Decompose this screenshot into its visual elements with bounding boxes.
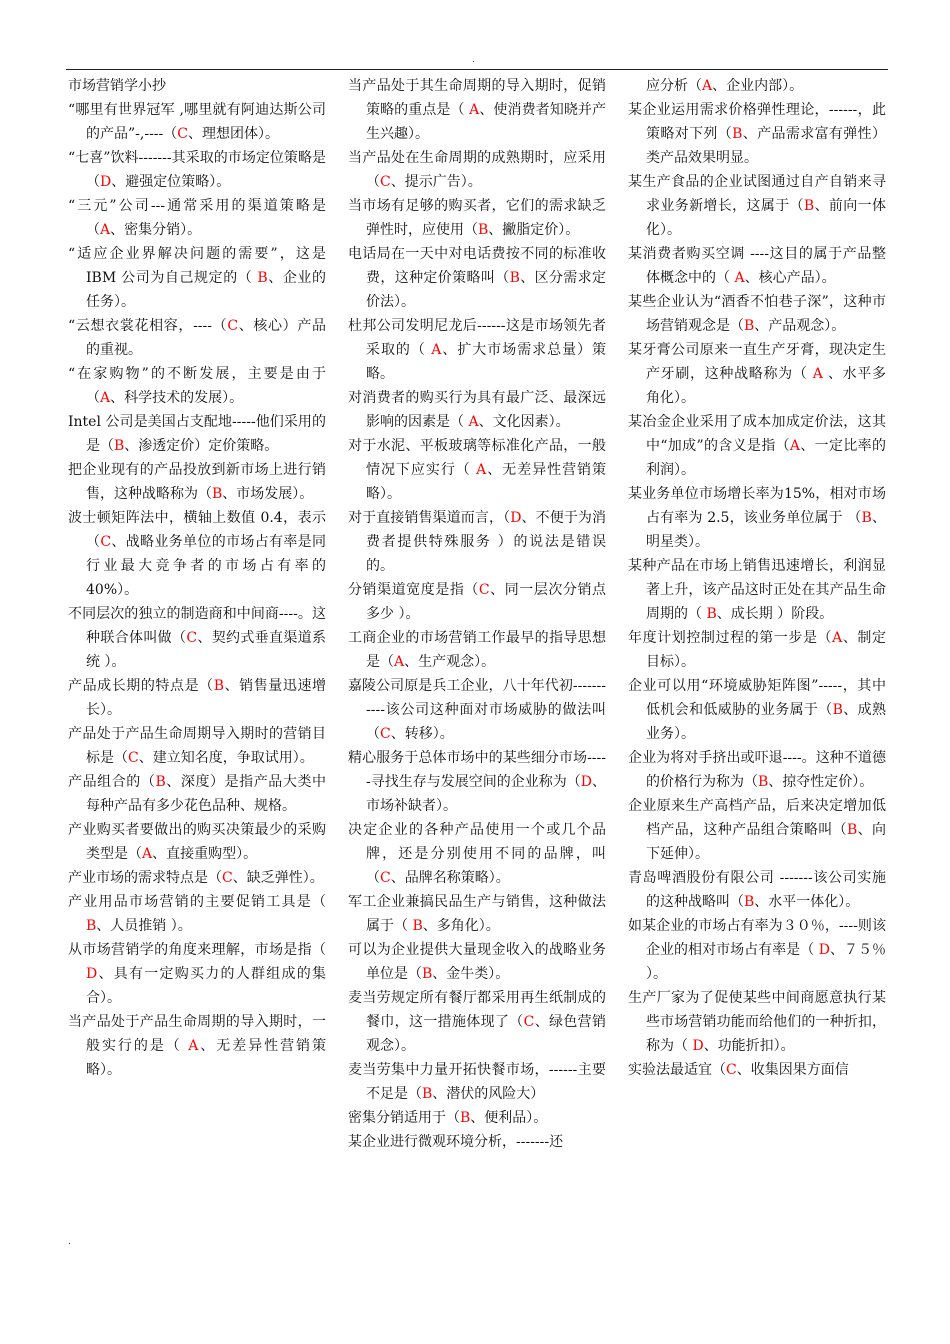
answer-letter: C: [100, 534, 112, 550]
question-item: [68, 146, 326, 194]
question-text: 当产品处在生命周期的成熟期时，应采用（: [348, 150, 606, 190]
question-text: 实验法最适宜（: [628, 1062, 726, 1078]
question-text: 把企业现有的产品投放到新市场上进行销售，这种战略称为（: [68, 462, 326, 502]
question-item: [628, 170, 886, 242]
answer-letter: B: [732, 126, 743, 142]
answer-letter: A: [812, 366, 823, 382]
question-text: “适应企业界解决问题的需要”，这是 IBM 公司为自己规定的（: [68, 246, 326, 286]
answer-text: 、明星类）。: [646, 510, 886, 550]
answer-letter: B: [744, 894, 755, 910]
answer-text: 、销售量迅速增长）。: [86, 678, 327, 718]
question-item: [628, 242, 886, 290]
answer-letter: B: [744, 318, 755, 334]
answer-letter: B: [86, 918, 97, 934]
question-item: [68, 314, 326, 362]
question-item: [348, 746, 606, 818]
answer-text: 、密集分销）。: [110, 222, 202, 238]
answer-text: 、一定比率的利润）。: [646, 438, 886, 478]
question-item: [348, 146, 606, 194]
question-text: 某企业进行微观环境分析，-------还: [348, 1134, 564, 1150]
answer-letter: B: [861, 510, 872, 526]
question-text: 可以为企业提供大量现金收入的战略业务单位是（: [348, 942, 606, 982]
question-text: 年度计划控制过程的第一步是（: [628, 630, 833, 646]
answer-letter: A: [734, 270, 745, 286]
question-item: [348, 1130, 606, 1154]
answer-letter: B: [412, 918, 423, 934]
question-item: [68, 770, 326, 818]
answer-letter: A: [188, 1038, 199, 1054]
question-text: 产业市场的需求特点是（: [68, 870, 222, 886]
question-item: [348, 578, 606, 626]
header-dot: .: [472, 55, 475, 65]
question-text: 从市场营销学的角度来理解，市场是指（: [68, 942, 326, 958]
question-text: 精心服务于总体市场中的某些细分市场-----寻找生存与发展空间的企业称为（: [348, 750, 606, 790]
footer-dot: .: [68, 1237, 71, 1247]
question-item: [68, 242, 326, 314]
question-item: [348, 818, 606, 890]
answer-text: 、撇脂定价）。: [488, 222, 580, 238]
document-title: [68, 74, 326, 98]
question-text: 嘉陵公司原是兵工企业，八十年代初-----------该公司这种面对市场威胁的做法叫（: [348, 678, 606, 742]
question-text: 军工企业兼搞民品生产与销售，这种做法属于（: [348, 894, 606, 934]
answer-letter: B: [422, 966, 433, 982]
answer-text: 、便利品）。: [470, 1110, 548, 1126]
answer-letter: C: [177, 126, 188, 142]
question-text: 企业为将对手挤出或吓退----。这种不道德的价格行为称为（: [628, 750, 886, 790]
answer-letter: C: [523, 1014, 535, 1030]
answer-text: 、绿色营销观念）。: [366, 1014, 607, 1054]
answer-text: 、转移）。: [390, 726, 454, 742]
answer-letter: B: [155, 774, 166, 790]
question-text: 当产品处于其生命周期的导入期时，促销策略的重点是（: [348, 78, 606, 118]
question-text: 企业原来生产高档产品，后来决定增加低档产品，这种产品组合策略叫（: [628, 798, 886, 838]
answer-letter: A: [100, 222, 111, 238]
answer-text: 、生产观念）。: [404, 654, 496, 670]
answer-text: 、文化因素）。: [478, 414, 570, 430]
answer-text: 、市场补缺者）。: [366, 774, 607, 814]
question-item: [68, 1010, 326, 1082]
question-item: [628, 482, 886, 554]
question-text: 麦当劳集中力量开拓快餐市场，------主要不足是（: [348, 1062, 606, 1102]
answer-letter: A: [100, 390, 111, 406]
header-rule: [66, 69, 888, 70]
answer-text: 、区分需求定价法）。: [366, 270, 607, 310]
answer-letter: A: [469, 102, 480, 118]
question-text: 对于直接销售渠道而言，（: [348, 510, 511, 526]
answer-text: 、制定目标）。: [646, 630, 887, 670]
question-item: [68, 458, 326, 506]
column-right: [628, 74, 886, 1082]
question-item: [628, 554, 886, 626]
answer-letter: D: [818, 942, 830, 958]
answer-text: 、渗透定价）定价策略。: [124, 438, 279, 454]
question-text: 当市场有足够的购买者，它们的需求缺乏弹性时，应使用（: [348, 198, 606, 238]
answer-text: 、水平多角化）。: [646, 366, 887, 406]
answer-letter: C: [380, 726, 391, 742]
answer-text: 、产品需求富有弹性）类产品效果明显。: [646, 126, 887, 166]
question-text: 电话局在一天中对电话费按不同的标准收费，这种定价策略叫（: [348, 246, 606, 286]
question-text: 某企业运用需求价格弹性理论，------，此策略对下列（: [628, 102, 886, 142]
question-item: [628, 914, 886, 986]
answer-text: 、契约式垂直渠道系统 ）。: [86, 630, 327, 670]
question-item: [348, 1058, 606, 1106]
answer-letter: D: [100, 174, 112, 190]
answer-letter: A: [702, 78, 713, 94]
question-text: 如某企业的市场占有率为３０％，----则该企业的相对市场占有率是（: [628, 918, 886, 958]
answer-letter: C: [726, 1062, 737, 1078]
question-text: 密集分销适用于（: [348, 1110, 460, 1126]
question-text: 工商企业的市场营销工作最早的指导思想是（: [348, 630, 606, 670]
answer-letter: B: [114, 438, 125, 454]
question-item: [628, 1058, 886, 1082]
question-item: [68, 818, 326, 866]
question-text: 某生产食品的企业试图通过自产自销来寻求业务新增长，这属于（: [628, 174, 886, 214]
answer-letter: B: [422, 1086, 433, 1102]
answer-text: 、成长期 ）阶段。: [716, 606, 834, 622]
question-item: [348, 986, 606, 1058]
answer-text: 、企业的任务）。: [86, 270, 326, 310]
answer-text: 、缺乏弹性）。: [232, 870, 324, 886]
answer-text: 、市场发展）。: [222, 486, 314, 502]
question-text: 某种产品在市场上销售迅速增长，利润显著上升，该产品这时正处在其产品生命周期的（: [628, 558, 886, 622]
answer-text: 、核心）产品的重视。: [86, 318, 326, 358]
answer-text: 、核心产品）。: [744, 270, 836, 286]
question-text: “云想衣裳花相容，----（: [68, 318, 228, 334]
question-text: 决定企业的各种产品使用一个或几个品牌，还是分别使用不同的品牌，叫（: [348, 822, 606, 886]
question-text: 生产厂家为了促使某些中间商愿意执行某些市场营销功能而给他们的一种折扣，称为（: [628, 990, 886, 1054]
question-item: [348, 314, 606, 386]
answer-letter: B: [213, 678, 225, 694]
question-text: 杜邦公司发明尼龙后------这是市场领先者采取的（: [348, 318, 606, 358]
answer-letter: C: [222, 870, 233, 886]
question-item: [68, 410, 326, 458]
question-text: 波士顿矩阵法中，横轴上数值 0.4，表示（: [68, 510, 326, 550]
question-text: 对消费者的购买行为具有最广泛、最深远影响的因素是（: [348, 390, 606, 430]
answer-letter: A: [431, 342, 442, 358]
question-item: [348, 890, 606, 938]
question-text: 某牙膏公司原来一直生产牙膏，现决定生产牙刷，这种战略称为（: [628, 342, 886, 382]
answer-letter: D: [86, 966, 98, 982]
question-text: 某些企业认为“酒香不怕巷子深”，这种市场营销观念是（: [628, 294, 886, 334]
question-item: [628, 98, 886, 170]
answer-letter: C: [478, 582, 490, 598]
answer-letter: B: [803, 198, 815, 214]
question-item: [628, 986, 886, 1058]
question-text: 某业务单位市场增长率为15%，相对市场占有率为 2.5，该业务单位属于 （: [628, 486, 886, 526]
answer-text: 、成熟业务）。: [646, 702, 887, 742]
answer-letter: B: [847, 822, 858, 838]
question-item: [628, 746, 886, 794]
answer-letter: C: [380, 870, 391, 886]
column-left: [68, 74, 326, 1082]
question-item: [348, 626, 606, 674]
question-item: [348, 386, 606, 434]
question-text: Intel 公司是美国占支配地-----他们采用的是（: [68, 414, 326, 454]
answer-text: 、７５％ ）。: [646, 942, 887, 982]
question-text: 不同层次的独立的制造商和中间商----。这种联合体叫做（: [68, 606, 326, 646]
answer-letter: B: [706, 606, 717, 622]
question-item: [348, 674, 606, 746]
answer-letter: A: [468, 414, 479, 430]
answer-letter: A: [789, 438, 801, 454]
answer-letter: C: [227, 318, 239, 334]
answer-letter: A: [142, 846, 153, 862]
answer-text: 、无差异性营销策略）。: [86, 1038, 327, 1078]
question-item: [68, 602, 326, 674]
answer-text: 、科学技术的发展）。: [110, 390, 244, 406]
answer-letter: D: [510, 510, 522, 526]
answer-text: 、深度）是指产品大类中每种产品有多少花色品种、规格。: [86, 774, 327, 814]
question-text: 某消费者购买空调 ----这目的属于产品整体概念中的（: [628, 246, 886, 286]
question-item: [348, 1106, 606, 1130]
answer-letter: B: [212, 486, 223, 502]
question-item: [68, 674, 326, 722]
answer-letter: A: [394, 654, 405, 670]
question-item: [68, 362, 326, 410]
answer-text: 、建立知名度，争取试用）。: [138, 750, 314, 766]
answer-text: 、直接重购型）。: [152, 846, 258, 862]
answer-text: 、品牌名称策略）。: [390, 870, 510, 886]
question-text: 产品组合的（: [68, 774, 156, 790]
question-text: 麦当劳规定所有餐厅都采用再生纸制成的餐巾，这一措施体现了（: [348, 990, 606, 1030]
answer-text: 、向下延伸）。: [646, 822, 887, 862]
question-item: [68, 890, 326, 938]
answer-text: 、产品观念）。: [754, 318, 846, 334]
answer-text: 、金牛类）。: [432, 966, 510, 982]
answer-text: 、企业内部）。: [712, 78, 804, 94]
question-item: [68, 194, 326, 242]
answer-letter: C: [128, 750, 139, 766]
question-item: [68, 98, 326, 146]
answer-letter: D: [692, 1038, 704, 1054]
question-item: [348, 242, 606, 314]
question-item: [628, 290, 886, 338]
question-text: 产品处于产品生命周期导入期时的营销目标是（: [68, 726, 326, 766]
question-item: [348, 938, 606, 986]
question-text: 分销渠道宽度是指（: [348, 582, 479, 598]
question-item: [628, 674, 886, 746]
answer-text: 、使消费者知晓并产生兴趣）。: [366, 102, 607, 142]
answer-letter: C: [380, 174, 391, 190]
answer-text: 、扩大市场需求总量）策略。: [366, 342, 607, 382]
question-item: [68, 938, 326, 1010]
question-text: 当产品处于产品生命周期的导入期时，一般实行的是（: [68, 1014, 326, 1054]
answer-text: 、收集因果方面信: [736, 1062, 849, 1078]
question-item: [348, 74, 606, 146]
answer-text: 、避强定位策略）。: [111, 174, 231, 190]
answer-letter: A: [476, 462, 487, 478]
answer-letter: C: [186, 630, 198, 646]
answer-text: 、水平一体化）。: [754, 894, 860, 910]
question-text: 某冶金企业采用了成本加成定价法，这其中“加成”的含义是指（: [628, 414, 886, 454]
question-item: [628, 338, 886, 410]
question-item: [348, 506, 606, 578]
question-item: [68, 506, 326, 602]
answer-letter: B: [478, 222, 489, 238]
answer-text: 、掠夺性定价）。: [768, 774, 874, 790]
answer-text: 、理想团体）。: [187, 126, 279, 142]
question-text: “七喜”饮料-------其采取的市场定位策略是（: [68, 150, 326, 190]
answer-text: 、战略业务单位的市场占有率是同行业最大竞争者的市场占有率的 40%）。: [86, 534, 327, 598]
question-item: [628, 74, 886, 98]
answer-letter: B: [758, 774, 769, 790]
answer-text: 、人员推销 ）。: [96, 918, 192, 934]
answer-text: 、功能折扣）。: [703, 1038, 795, 1054]
answer-letter: A: [832, 630, 843, 646]
answer-letter: B: [832, 702, 843, 718]
question-text: “哪里有世界冠军 ,哪里就有阿迪达斯公司的产品”-,----（: [68, 102, 326, 142]
answer-text: 、无差异性营销策略）。: [366, 462, 607, 502]
question-text: 产业用品市场营销的主要促销工具是（: [68, 894, 326, 910]
question-item: [628, 866, 886, 914]
question-item: [68, 722, 326, 770]
question-item: [68, 866, 326, 890]
answer-letter: B: [460, 1110, 471, 1126]
question-item: [628, 794, 886, 866]
question-text: “三元”公司---通常采用的渠道策略是（: [68, 198, 326, 238]
answer-letter: D: [580, 774, 592, 790]
question-text: 产业购买者要做出的购买决策最少的采购类型是（: [68, 822, 326, 862]
question-text: 应分析（: [646, 78, 702, 94]
question-text: 产品成长期的特点是（: [68, 678, 214, 694]
question-item: [348, 434, 606, 506]
answer-letter: B: [509, 270, 520, 286]
answer-letter: B: [257, 270, 268, 286]
question-item: [628, 626, 886, 674]
answer-text: 、前向一体化）。: [646, 198, 887, 238]
question-text: 市场营销学小抄: [68, 78, 166, 94]
answer-text: 、同一层次分销点多少 ）。: [366, 582, 607, 622]
question-text: 企业可以用“环境威胁矩阵图”-----，其中低机会和低威胁的业务属于（: [628, 678, 886, 718]
answer-text: 、潜伏的风险大）: [432, 1086, 545, 1102]
question-item: [348, 194, 606, 242]
question-item: [628, 410, 886, 482]
answer-text: 、提示广告）。: [390, 174, 482, 190]
answer-text: 、不便于为消费者提供特殊服务 ）的说法是错误的。: [366, 510, 607, 574]
column-middle: [348, 74, 606, 1154]
question-text: “在家购物”的不断发展，主要是由于（: [68, 366, 326, 406]
question-text: 对于水泥、平板玻璃等标准化产品，一般情况下应实行（: [348, 438, 606, 478]
question-text: 青岛啤酒股份有限公司 -------该公司实施的这种战略叫（: [628, 870, 886, 910]
answer-text: 、具有一定购买力的人群组成的集合）。: [86, 966, 326, 1006]
answer-text: 、多角化）。: [422, 918, 500, 934]
